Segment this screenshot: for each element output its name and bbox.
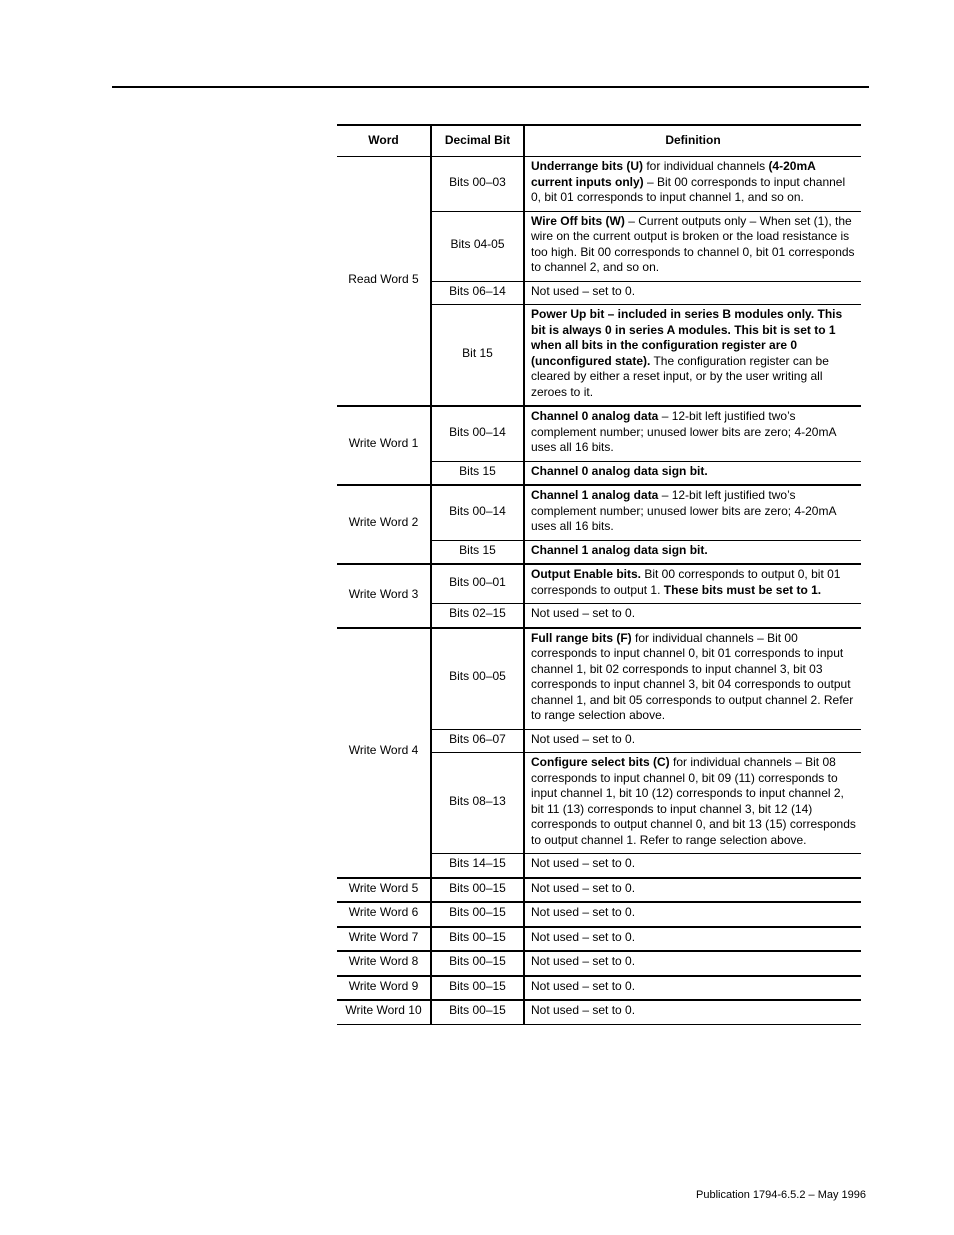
word-cell: Read Word 5 (337, 157, 431, 407)
table-row (337, 485, 861, 540)
table-row (337, 1000, 861, 1024)
decimal-bit-cell: Bits 00–15 (431, 976, 524, 1001)
definition-text: for individual channels – Bit 08 corresponds to input channel 0, bit 09 (11) corresponds to input channel 1, bit 10 (12) corresponds to input channel 2, bit 11 (13) corresponds to input channel 3, bit 12 (14) corresponds to output channel 0, and bit 13 (15) corresponds to output channel 1. Refer to range selection above. (531, 755, 856, 847)
definition-cell (524, 461, 861, 485)
definition-text: The configuration register can be cleared by either a reset input, or by the user writing all zeroes to it. (531, 353, 829, 399)
word-cell: Write Word 6 (337, 902, 431, 927)
definition-emphasis: Underrange bits (U) (531, 159, 644, 173)
definition-cell (524, 157, 861, 212)
table-row (337, 157, 861, 212)
definition-cell (524, 878, 861, 903)
decimal-bit-cell: Bits 06–07 (431, 729, 524, 753)
word-cell: Write Word 4 (337, 628, 431, 878)
definition-emphasis: Channel 0 analog data sign bit. (531, 463, 708, 478)
decimal-bit-cell: Bits 04-05 (431, 211, 524, 281)
table-body (337, 157, 861, 1025)
definition-text: Not used – set to 0. (531, 283, 636, 298)
word-cell: Write Word 8 (337, 951, 431, 976)
definition-text: for individual channels (643, 159, 769, 173)
definition-text: for individual channels – Bit 00 corresponds to input channel 0, bit 01 corresponds to input channel 1, bit 02 corresponds to input channel 3, bit 03 corresponds to input channel 3, bit 04 corresponds to output channel 1, and bit 05 corresponds to output channel 2. Refer to range selection above. (531, 630, 854, 722)
decimal-bit-cell: Bits 00–15 (431, 951, 524, 976)
definition-emphasis: Channel 1 analog data sign bit. (531, 542, 708, 557)
table-row (337, 564, 861, 604)
decimal-bit-cell: Bits 00–15 (431, 878, 524, 903)
table-row (337, 951, 861, 976)
definition-emphasis: These bits must be set to 1. (663, 582, 822, 597)
word-cell: Write Word 9 (337, 976, 431, 1001)
word-cell: Write Word 10 (337, 1000, 431, 1024)
definition-text: Bit 00 corresponds to output 0, bit 01 corresponds to output 1. (531, 567, 841, 597)
decimal-bit-cell: Bits 00–15 (431, 1000, 524, 1024)
decimal-bit-cell: Bits 00–15 (431, 927, 524, 952)
definition-text: – 12-bit left justified two’s complement number; unused lower bits are zero; 4-20mA uses all 16 bits. (531, 488, 836, 533)
decimal-bit-cell: Bits 15 (431, 461, 524, 485)
definition-text: – 12-bit left justified two’s complement number; unused lower bits are zero; 4-20mA uses all 16 bits. (531, 409, 836, 454)
definition-emphasis: Wire Off bits (W) (531, 213, 625, 228)
definition-cell (524, 211, 861, 281)
definition-cell (524, 951, 861, 976)
definition-text: Not used – set to 0. (531, 954, 636, 968)
definition-text: Not used – set to 0. (531, 905, 636, 919)
word-cell: Write Word 7 (337, 927, 431, 952)
definition-emphasis: Channel 0 analog data (531, 409, 659, 423)
definition-cell (524, 729, 861, 753)
definition-cell (524, 753, 861, 854)
word-cell: Write Word 3 (337, 564, 431, 628)
definition-emphasis: Configure select bits (C) (531, 755, 670, 769)
decimal-bit-cell: Bits 15 (431, 540, 524, 564)
decimal-bit-cell: Bits 06–14 (431, 281, 524, 305)
definition-cell (524, 976, 861, 1001)
definition-emphasis: Channel 1 analog data (531, 488, 659, 502)
decimal-bit-cell: Bits 00–14 (431, 485, 524, 540)
definition-emphasis: Output Enable bits. (531, 567, 641, 581)
decimal-bit-cell: Bits 00–15 (431, 902, 524, 927)
header-definition: Definition (524, 125, 861, 157)
decimal-bit-cell: Bits 00–01 (431, 564, 524, 604)
definition-emphasis: (4-20mA current inputs only) (531, 159, 816, 189)
table-header-row (337, 125, 861, 157)
decimal-bit-cell: Bits 08–13 (431, 753, 524, 854)
table-row (337, 902, 861, 927)
definition-text: Not used – set to 0. (531, 1003, 636, 1017)
definition-cell (524, 927, 861, 952)
definition-text: Not used – set to 0. (531, 929, 636, 944)
publication-footer: Publication 1794-6.5.2 – May 1996 (696, 1189, 867, 1201)
definition-cell (524, 604, 861, 628)
definition-cell (524, 628, 861, 730)
definition-text: Not used – set to 0. (531, 978, 636, 993)
word-cell: Write Word 5 (337, 878, 431, 903)
top-rule (112, 86, 869, 88)
decimal-bit-cell: Bits 14–15 (431, 854, 524, 878)
definition-cell (524, 1000, 861, 1024)
definition-text: Not used – set to 0. (531, 856, 636, 870)
definition-cell (524, 540, 861, 564)
bit-definition-table (337, 124, 861, 1025)
definition-cell (524, 485, 861, 540)
definition-text: – Bit 00 corresponds to input channel 0, bit 01 corresponds to input channel 1, and so on. (531, 174, 846, 204)
definition-text: Not used – set to 0. (531, 880, 636, 895)
decimal-bit-cell: Bits 00–14 (431, 406, 524, 461)
word-cell: Write Word 1 (337, 406, 431, 485)
definition-cell (524, 305, 861, 407)
definition-cell (524, 854, 861, 878)
table-row (337, 927, 861, 952)
definition-cell (524, 281, 861, 305)
definition-text: Not used – set to 0. (531, 606, 636, 620)
definition-text: Not used – set to 0. (531, 731, 636, 746)
table-row (337, 406, 861, 461)
table-row (337, 628, 861, 730)
definition-emphasis: Full range bits (F) (531, 630, 632, 645)
decimal-bit-cell: Bits 00–03 (431, 157, 524, 212)
decimal-bit-cell: Bits 02–15 (431, 604, 524, 628)
decimal-bit-cell: Bit 15 (431, 305, 524, 407)
table-row (337, 976, 861, 1001)
definition-cell (524, 902, 861, 927)
word-cell: Write Word 2 (337, 485, 431, 564)
decimal-bit-cell: Bits 00–05 (431, 628, 524, 730)
header-decimal-bit: Decimal Bit (431, 125, 524, 157)
table-row (337, 878, 861, 903)
definition-cell (524, 564, 861, 604)
definition-emphasis: Power Up bit – included in series B modules only. This bit is always 0 in series A modules. This bit is set to 1 when all bits in the configuration register are 0 (unconfigured state). (531, 307, 843, 368)
header-word: Word (337, 125, 431, 157)
definition-text: – Current outputs only – When set (1), the wire on the current output is broken or the load resistance is too high. Bit 00 corresponds to channel 0, bit 01 corresponds to channel 2, and so on. (531, 213, 855, 274)
definition-cell (524, 406, 861, 461)
